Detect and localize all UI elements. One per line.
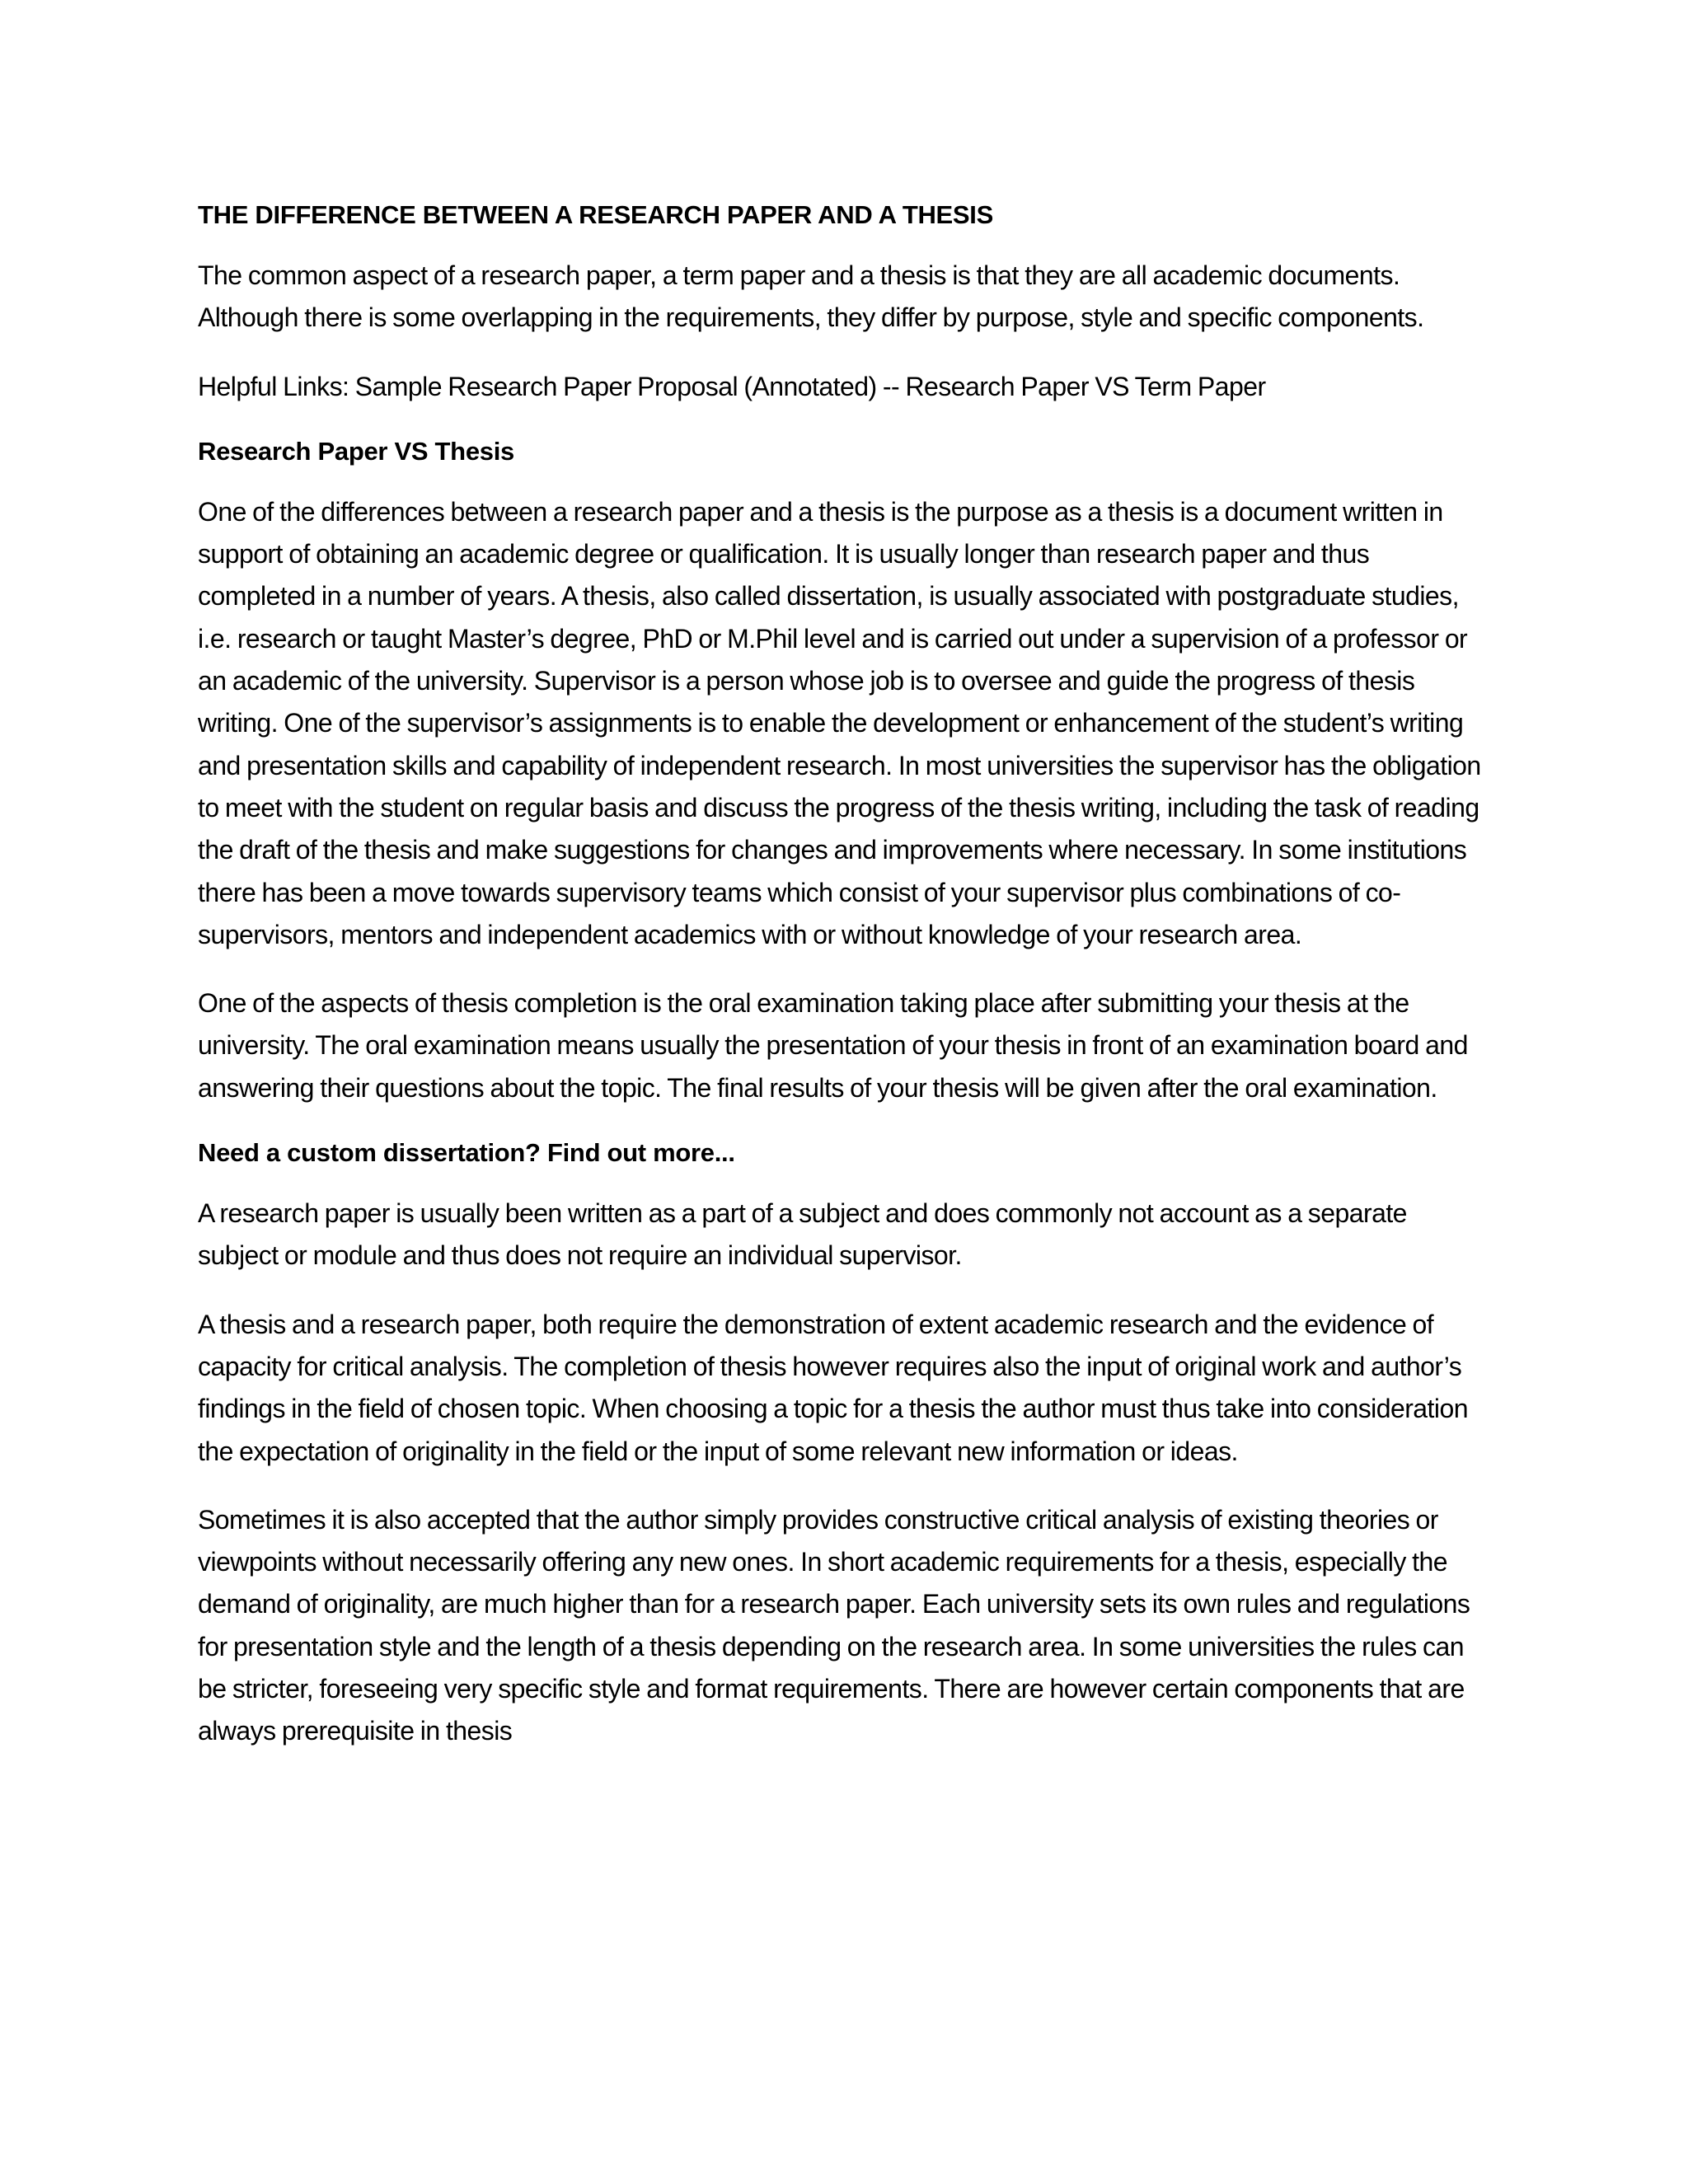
paragraph-5: Sometimes it is also accepted that the author simply provides constructive critical analysis of existing theories or viewpoints without necessarily offering any new ones. In short academic requirements for a thesis, especially the demand of originality, are much higher than for a research paper. Each university sets its own rules and regulations for presentation style and the length of a thesis depending on the research area. In some universities the rules can be stricter, foreseeing very specific style and format requirements. There are however certain components that are always prerequisite in thesis (198, 1504, 1470, 1746)
document-title: THE DIFFERENCE BETWEEN A RESEARCH PAPER AND A THESIS (198, 200, 993, 229)
paragraph-2: One of the aspects of thesis completion is the oral examination taking place after submitting your thesis at the university. The oral examination means usually the presentation of your thesis in front of an examination board and answering their questions about the topic. The final results of your thesis will be given after the oral examination. (198, 988, 1468, 1103)
paragraph-1: One of the differences between a research paper and a thesis is the purpose as a thesis is a document written in support of obtaining an academic degree or qualification. It is usually longer than research paper and thus completed in a number of years. A thesis, also called dissertation, is usually associated with postgraduate studies, i.e. research or taught Master’s degree, PhD or M.Phil level and is carried out under a supervision of a professor or an academic of the university. Supervisor is a person whose job is to oversee and guide the progress of thesis writing. One of the supervisor’s assignments is to enable the development or enhancement of the student’s writing and presentation skills and capability of independent research. In most universities the supervisor has the obligation to meet with the student on regular basis and discuss the progress of the thesis writing, including the task of reading the draft of the thesis and make suggestions for changes and improvements where necessary. In some institutions there has been a move towards supervisory teams which consist of your supervisor plus combinations of co-supervisors, mentors and independent academics with or without knowledge of your research area. (198, 496, 1481, 949)
intro-paragraph: The common aspect of a research paper, a term paper and a thesis is that they are all academic documents. Although there is some overlapping in the requirements, they differ by purpose, style and specific components. (198, 260, 1424, 333)
paragraph-4: A thesis and a research paper, both require the demonstration of extent academic research and the evidence of capacity for critical analysis. The completion of thesis however requires also the input of original work and author’s findings in the field of chosen topic. When choosing a topic for a thesis the author must thus take into consideration the expectation of originality in the field or the input of some relevant new information or ideas. (198, 1309, 1468, 1466)
section-heading: Research Paper VS Thesis (198, 436, 514, 466)
document-page (198, 198, 1484, 1779)
cta-heading: Need a custom dissertation? Find out more... (198, 1138, 735, 1168)
paragraph-3: A research paper is usually been written as a part of a subject and does commonly not account as a separate subject or module and thus does not require an individual supervisor. (198, 1198, 1407, 1271)
helpful-links: Helpful Links: Sample Research Paper Proposal (Annotated) -- Research Paper VS Term Paper (198, 371, 1266, 401)
